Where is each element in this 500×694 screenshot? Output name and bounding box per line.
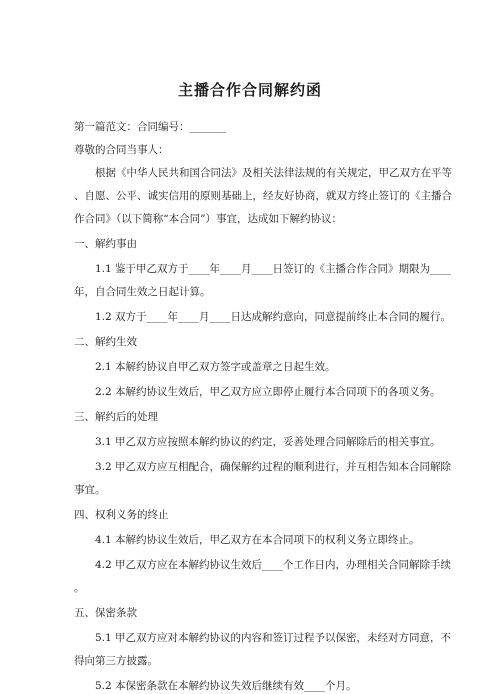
clause-5-1-line: 5.1 甲乙双方应对本解约协议的内容和签订过程予以保密，未经对方同意，不 xyxy=(95,632,452,644)
clause-4-2-line: 。 xyxy=(74,582,85,594)
clause-4-2-line: 4.2 甲乙双方应在本解约协议生效后____个工作日内，办理相关合同解除手续 xyxy=(95,559,452,571)
clause-2-2: 2.2 本解约协议生效后，甲乙双方应立即停止履行本合同项下的各项义务。 xyxy=(95,386,441,398)
document-title: 主播合作合同解约函 xyxy=(177,81,322,99)
section-heading: 一、解约事由 xyxy=(74,238,137,250)
clause-1-1-line: 1.1 鉴于甲乙双方于____年____月____日签订的《主播合作合同》期限为____ xyxy=(95,263,452,275)
clause-2-1: 2.1 本解约协议自甲乙双方签字或盖章之日起生效。 xyxy=(95,361,336,373)
intro-line: 作合同》（以下简称“本合同”）事宜，达成如下解约协议： xyxy=(74,213,342,225)
intro-line: 、自愿、公平、诚实信用的原则基础上，经友好协商，就双方终止签订的《主播合 xyxy=(74,190,452,202)
greeting: 尊敬的合同当事人： xyxy=(74,144,169,156)
document-body xyxy=(74,120,452,694)
section-heading: 四、权利义务的终止 xyxy=(74,509,169,521)
clause-5-1-line: 得向第三方披露。 xyxy=(74,655,158,667)
clause-4-1: 4.1 本解约协议生效后，甲乙双方在本合同项下的权利义务立即终止。 xyxy=(95,534,420,546)
intro-line: 根据《中华人民共和国合同法》及相关法律法规的有关规定，甲乙双方在平等 xyxy=(95,167,452,179)
section-heading: 二、解约生效 xyxy=(74,336,137,348)
clause-3-2-line: 3.2 甲乙双方应互相配合，确保解约过程的顺利进行，并互相告知本合同解除 xyxy=(95,461,452,473)
contract-number-line: 第一篇范文：合同编号：_______ xyxy=(74,121,227,133)
clause-3-1: 3.1 甲乙双方应按照本解约协议的约定，妥善处理合同解除后的相关事宜。 xyxy=(95,436,441,448)
clause-1-1-line: 年，自合同生效之日起计算。 xyxy=(74,286,211,298)
section-heading: 三、解约后的处理 xyxy=(74,411,158,423)
section-heading: 五、保密条款 xyxy=(74,607,137,619)
clause-5-2: 5.2 本保密条款在本解约协议失效后继续有效____个月。 xyxy=(95,680,357,692)
intro-paragraph xyxy=(74,166,452,227)
clause-3-2-line: 事宜。 xyxy=(74,484,106,496)
clause-1-2: 1.2 双方于____年____月____日达成解约意向，同意提前终止本合同的履行。 xyxy=(95,311,452,323)
